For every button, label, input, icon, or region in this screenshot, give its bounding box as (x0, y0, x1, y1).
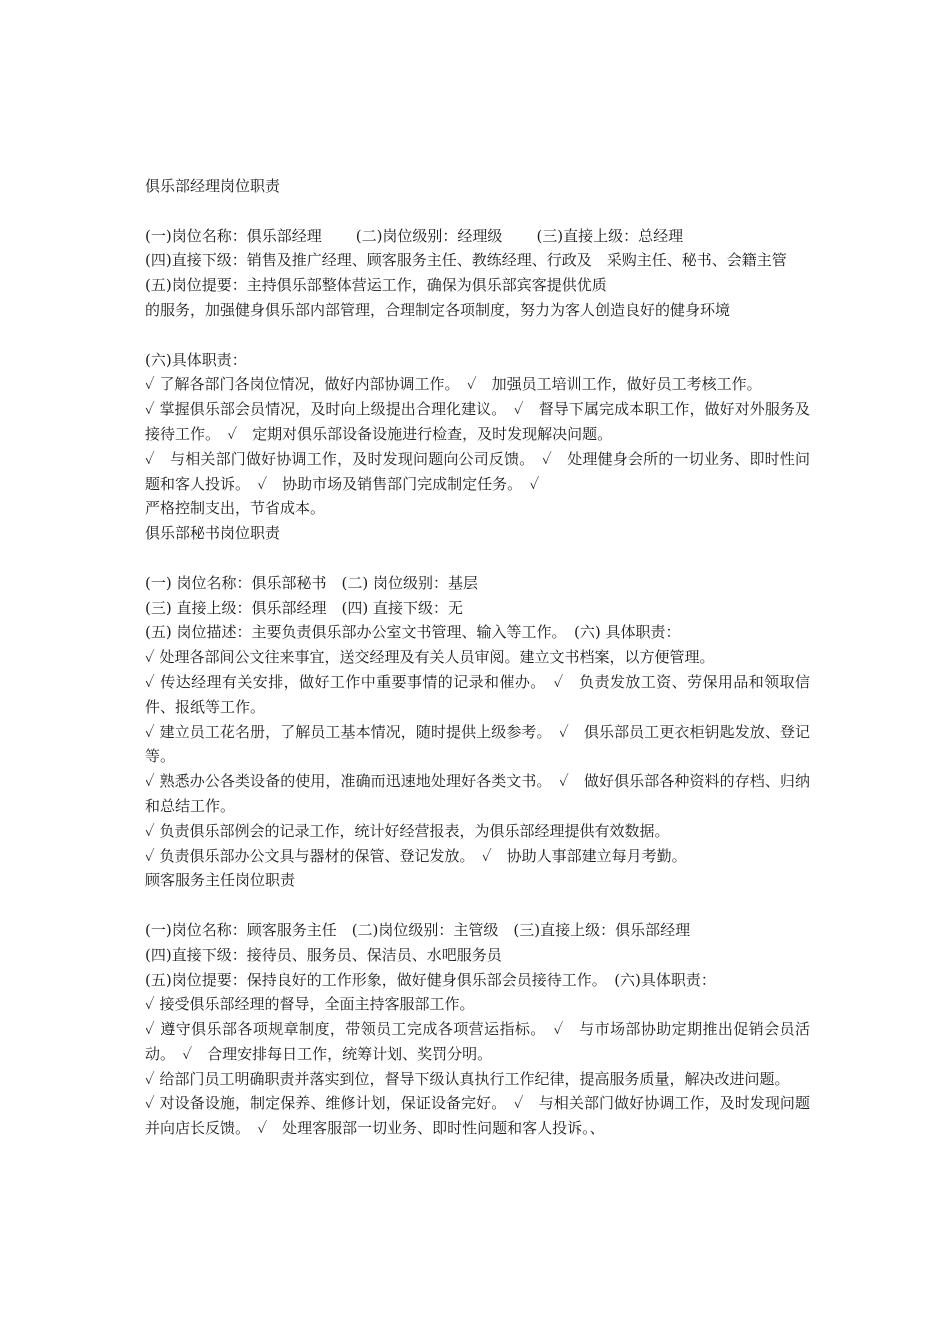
duty-paragraph: ✓ 掌握俱乐部会员情况，及时向上级提出合理化建议。 ✓ 督导下属完成本职工作，做好对外服务及接待工作。 ✓ 定期对俱乐部设备设施进行检查，及时发现解决问题。 (145, 400, 810, 443)
info-row: (一) 岗位名称：俱乐部秘书 (二) 岗位级别：基层 (145, 573, 478, 592)
duty-paragraph: ✓ 接受俱乐部经理的督导，全面主持客服部工作。 (145, 995, 475, 1014)
field-position-name: (一)岗位名称：俱乐部经理 (145, 226, 322, 245)
spacer (145, 893, 810, 918)
document-page (145, 174, 810, 1141)
duty-paragraph: ✓ 了解各部门各岗位情况，做好内部协调工作。 ✓ 加强员工培训工作，做好员工考核工作。 (145, 375, 762, 394)
info-row: (三) 直接上级：俱乐部经理 (四) 直接下级：无 (145, 598, 463, 617)
spacer (145, 199, 810, 224)
field-summary-line1: (五)岗位提要：主持俱乐部整体营运工作，确保为俱乐部宾客提供优质 (145, 276, 607, 295)
spacer (145, 323, 810, 348)
duty-paragraph: ✓ 传达经理有关安排，做好工作中重要事情的记录和催办。 ✓ 负责发放工资、劳保用品和领取信件、报纸等工作。 (145, 672, 810, 716)
info-row: (四)直接下级：接待员、服务员、保洁员、水吧服务员 (145, 945, 502, 964)
duty-paragraph: ✓ 处理各部间公文往来事宜，送交经理及有关人员审阅。建立文书档案，以方便管理。 (145, 648, 715, 667)
field-position-level: (二)岗位级别：经理级 (355, 226, 503, 245)
info-row: (五) 岗位描述：主要负责俱乐部办公室文书管理、输入等工作。 (六) 具体职责： (145, 623, 681, 642)
field-summary-line2: 的服务，加强健身俱乐部内部管理，合理制定各项制度，努力为客人创造良好的健身环境 (145, 300, 731, 319)
duty-paragraph: ✓ 遵守俱乐部各项规章制度，带领员工完成各项营运指标。 ✓ 与市场部协助定期推出促销会员活动。 ✓ 合理安排每日工作，统筹计划、奖罚分明。 (145, 1020, 810, 1063)
duty-paragraph: ✓ 负责俱乐部办公文具与器材的保管、登记发放。 ✓ 协助人事部建立每月考勤。 (145, 846, 687, 865)
duty-paragraph: ✓ 建立员工花名册，了解员工基本情况，随时提供上级参考。 ✓ 俱乐部员工更衣柜钥匙发放、登记等。 (145, 722, 810, 766)
spacer (145, 546, 810, 571)
field-direct-superior: (三)直接上级：总经理 (536, 226, 684, 245)
duty-paragraph: ✓ 给部门员工明确职责并落实到位，督导下级认真执行工作纪律，提高服务质量，解决改进问题。 (145, 1069, 790, 1088)
info-row (145, 224, 810, 249)
info-row: (五)岗位提要：保持良好的工作形象，做好健身俱乐部会员接待工作。 (六)具体职责： (145, 970, 716, 989)
section-title-club-secretary: 俱乐部秘书岗位职责 (145, 524, 281, 543)
section-title-club-manager: 俱乐部经理岗位职责 (145, 177, 281, 195)
duty-paragraph: ✓ 负责俱乐部例会的记录工作，统计好经营报表，为俱乐部经理提供有效数据。 (145, 821, 670, 840)
duty-paragraph: 严格控制支出，节省成本。 (145, 499, 326, 518)
section-title-customer-service: 顾客服务主任岗位职责 (145, 871, 296, 890)
duty-paragraph: ✓ 熟悉办公各类设备的使用，准确而迅速地处理好各类文书。 ✓ 做好俱乐部各种资料的存档、归纳和总结工作。 (145, 772, 810, 815)
field-duties-heading: (六)具体职责： (145, 350, 247, 369)
duty-paragraph: ✓ 对设备设施，制定保养、维修计划，保证设备完好。 ✓ 与相关部门做好协调工作，及时发现问题并向店长反馈。 ✓ 处理客服部一切业务、即时性问题和客人投诉。、 (145, 1094, 810, 1138)
info-row: (一)岗位名称：顾客服务主任 (二)岗位级别：主管级 (三)直接上级：俱乐部经理 (145, 920, 691, 939)
field-subordinates: (四)直接下级：销售及推广经理、顾客服务主任、教练经理、行政及 采购主任、秘书、会籍主管 (145, 251, 787, 270)
duty-paragraph: ✓ 与相关部门做好协调工作，及时发现问题向公司反馈。 ✓ 处理健身会所的一切业务、即时性问题和客人投诉。 ✓ 协助市场及销售部门完成制定任务。 ✓ (145, 449, 810, 493)
